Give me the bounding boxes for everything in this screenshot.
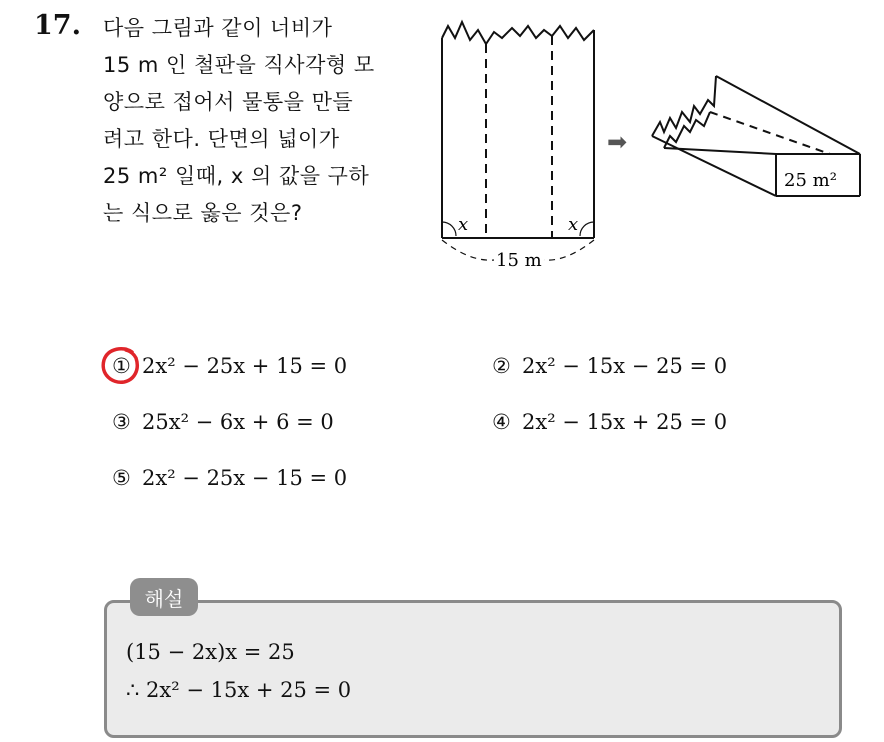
problem-figure (0, 0, 884, 300)
choice-expression: 2x² − 25x + 15 = 0 (142, 354, 348, 378)
question-line: 25 m² 일때, x 의 값을 구하 (103, 164, 370, 188)
question-line: 는 식으로 옳은 것은? (103, 201, 303, 225)
choice-5[interactable] (112, 466, 347, 490)
choice-expression: 2x² − 15x − 25 = 0 (522, 354, 728, 378)
sheet-x-right-label: x (568, 214, 579, 235)
choice-1[interactable] (112, 354, 347, 378)
sheet-x-left-label: x (458, 214, 469, 235)
choice-expression: 25x² − 6x + 6 = 0 (142, 410, 334, 434)
question-line: 려고 한다. 단면의 넓이가 (103, 127, 340, 151)
choice-3[interactable] (112, 410, 334, 434)
choice-2[interactable] (492, 354, 727, 378)
explanation-box (104, 600, 842, 738)
answer-circle-mark (100, 344, 142, 386)
trough-area-label: 25 m² (784, 170, 837, 191)
choice-expression: 2x² − 25x − 15 = 0 (142, 466, 348, 490)
choice-number: ⑤ (112, 466, 131, 490)
choice-number: ② (492, 354, 511, 378)
question-line: 양으로 접어서 물통을 만들 (103, 90, 354, 114)
sheet-width-label: 15 m (496, 250, 542, 271)
question-line: 15 m 인 철판을 직사각형 모 (103, 53, 375, 77)
question-number: 17. (34, 10, 81, 41)
choice-expression: 2x² − 15x + 25 = 0 (522, 410, 728, 434)
transform-arrow-icon: ➡ (607, 128, 628, 156)
choice-4[interactable] (492, 410, 727, 434)
choice-number: ④ (492, 410, 511, 434)
choice-number: ① (112, 354, 131, 378)
choice-number: ③ (112, 410, 131, 434)
explanation-line-2: ∴ 2x² − 15x + 25 = 0 (126, 678, 352, 702)
explanation-tab: 해설 (130, 578, 198, 616)
explanation-line-1: (15 − 2x)x = 25 (126, 640, 295, 664)
question-line: 다음 그림과 같이 너비가 (103, 16, 333, 40)
